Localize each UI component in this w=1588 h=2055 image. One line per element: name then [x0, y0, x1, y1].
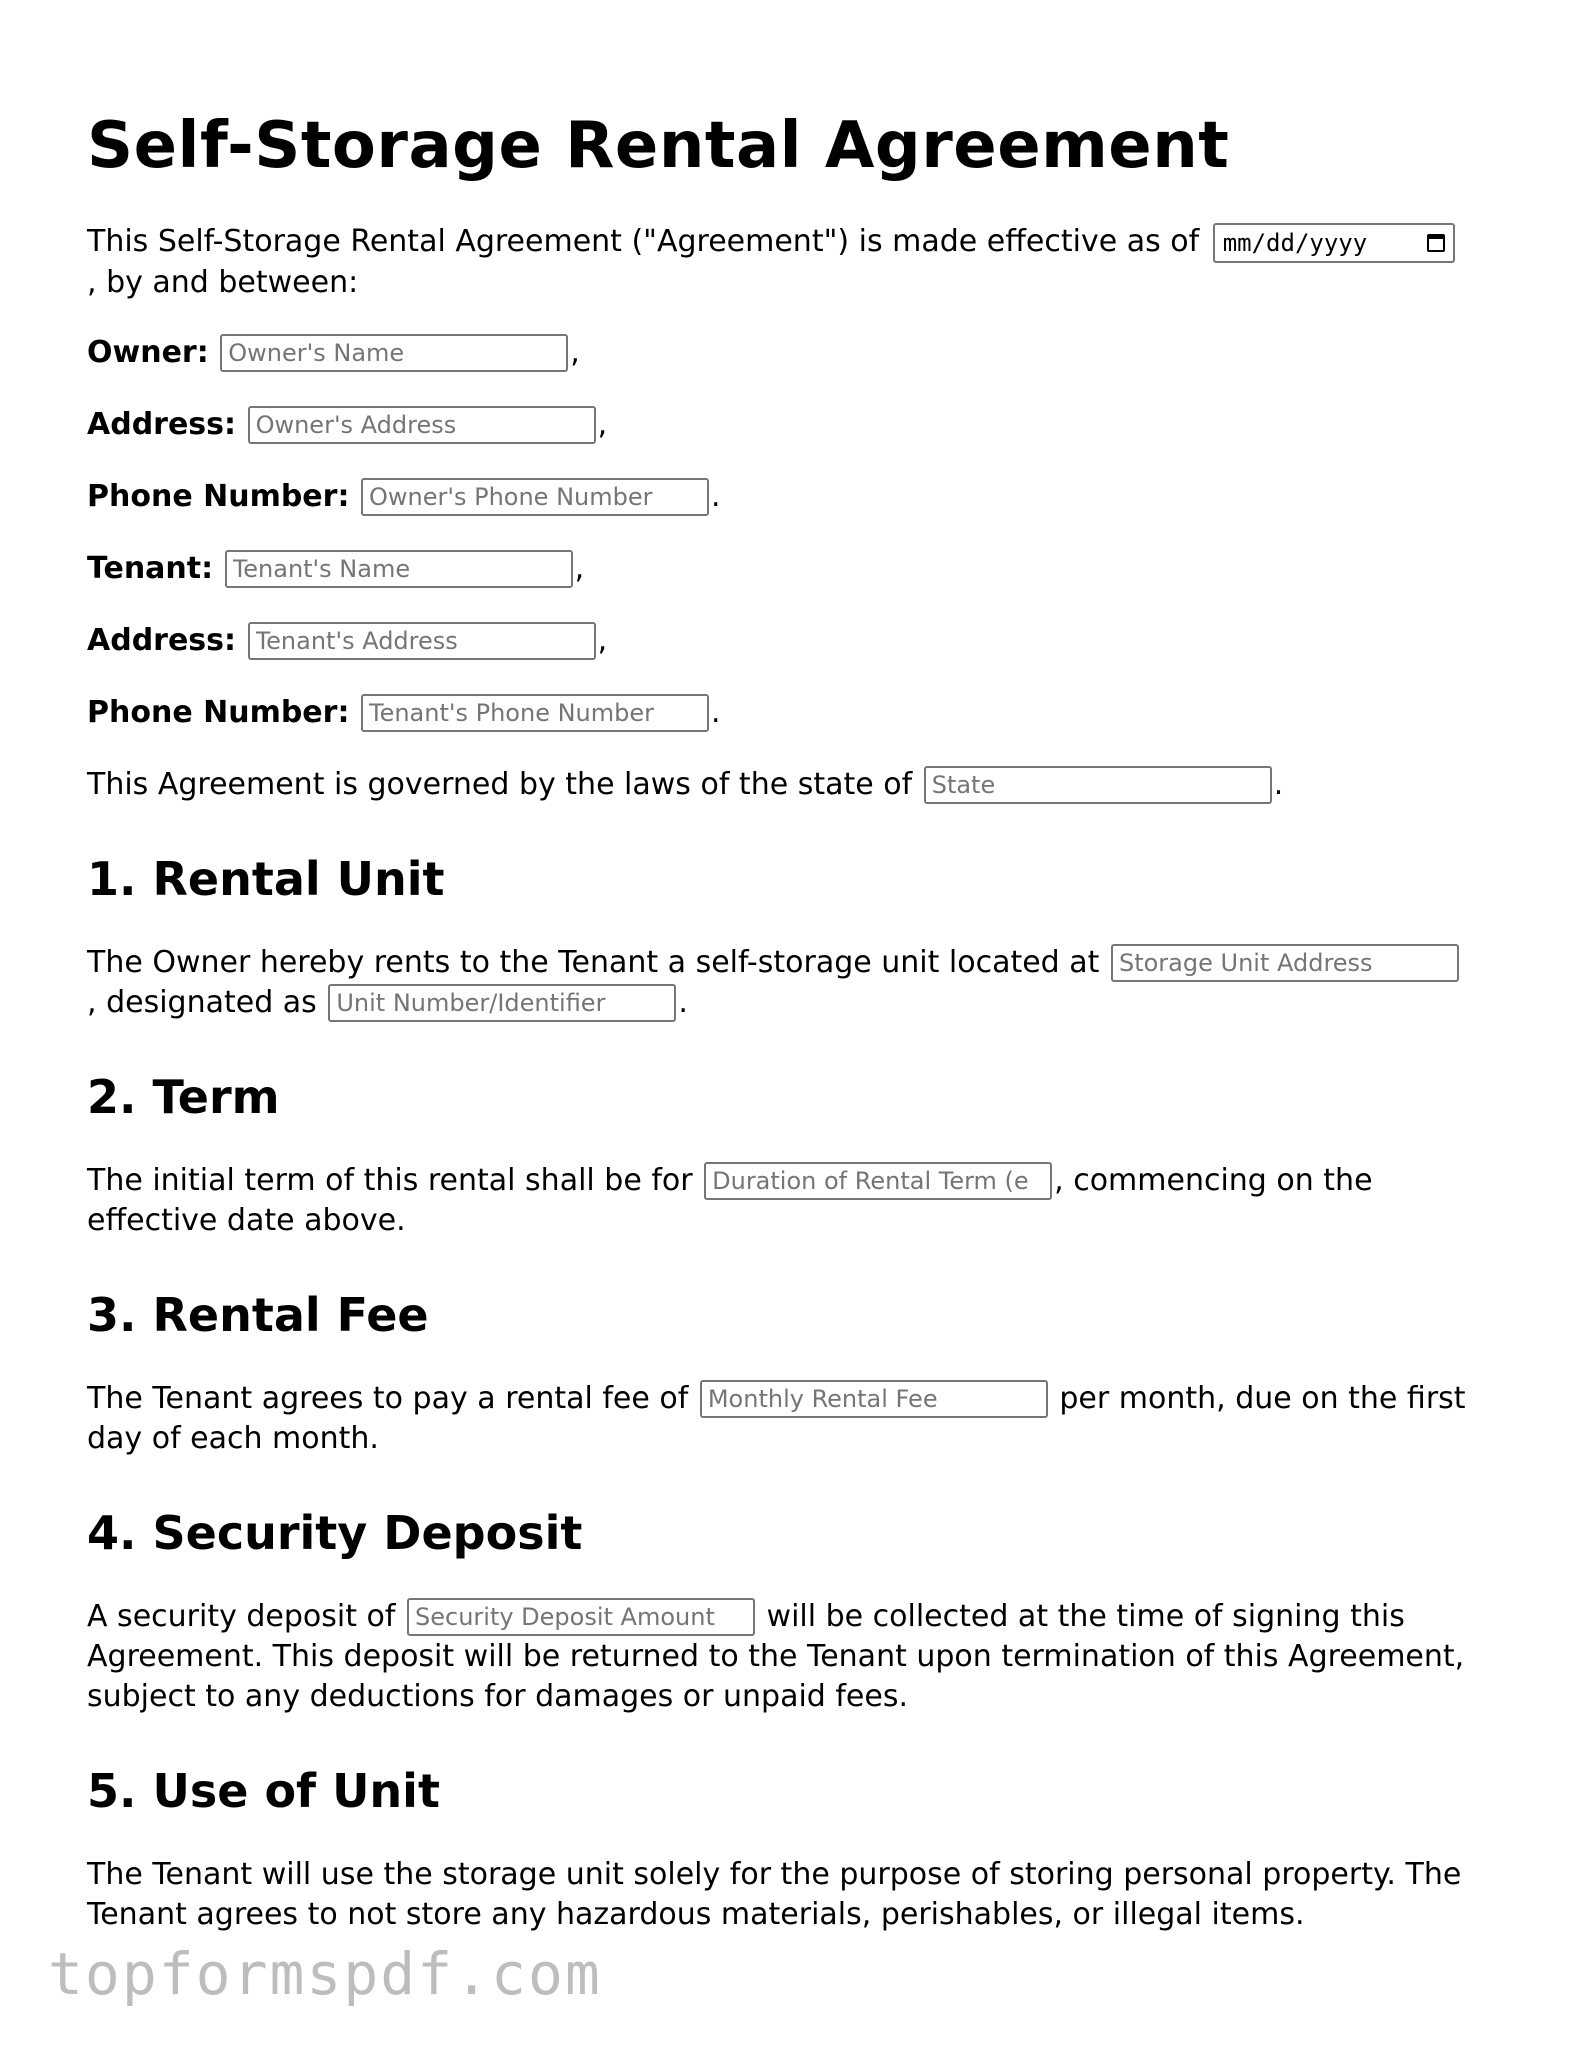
punctuation: . [711, 478, 721, 514]
effective-date-input[interactable] [1213, 223, 1455, 263]
governing-law-text: This Agreement is governed by the laws of the state of [87, 766, 913, 802]
owner-address-label: Address: [87, 406, 237, 442]
term-text-after: , commencing on the effective date above. [87, 1162, 1373, 1238]
intro-text: This Self-Storage Rental Agreement ("Agreement") is made effective as of [87, 224, 1200, 259]
punctuation: , [597, 622, 608, 658]
tenant-address-label: Address: [87, 622, 237, 658]
security-deposit-input[interactable] [407, 1598, 755, 1636]
agreement-document [87, 100, 1507, 1935]
watermark: topformspdf.com [48, 1940, 602, 2008]
section-heading-term: 2. Term [87, 1069, 280, 1124]
owner-address-input[interactable] [248, 406, 596, 444]
punctuation: , [574, 550, 585, 586]
punctuation: , [570, 334, 580, 370]
tenant-address-input[interactable] [248, 622, 596, 660]
owner-phone-label: Phone Number: [87, 478, 350, 514]
owner-phone-line [87, 477, 1507, 517]
use-of-unit-paragraph: The Tenant will use the storage unit solely for the purpose of storing personal property. The Tenant agrees to not store any hazardous materials, perishables, or illegal items. [87, 1856, 1462, 1932]
rental-fee-paragraph [87, 1379, 1507, 1459]
punctuation: , [597, 406, 608, 442]
section-heading-rental-fee: 3. Rental Fee [87, 1287, 429, 1342]
owner-address-line [87, 405, 1507, 445]
security-deposit-text: A security deposit of [87, 1598, 396, 1634]
unit-number-input[interactable] [328, 984, 676, 1022]
owner-label: Owner: [87, 334, 209, 370]
punctuation: . [678, 984, 688, 1020]
governing-law-paragraph [87, 765, 1507, 805]
term-paragraph [87, 1161, 1507, 1241]
tenant-phone-label: Phone Number: [87, 694, 350, 730]
calendar-icon[interactable] [1427, 234, 1445, 252]
intro-paragraph [87, 222, 1507, 303]
rental-fee-text: The Tenant agrees to pay a rental fee of [87, 1380, 689, 1416]
term-text: The initial term of this rental shall be for [87, 1162, 693, 1198]
date-placeholder: mm/dd/yyyy [1222, 228, 1368, 257]
punctuation: . [711, 694, 721, 730]
rental-unit-text: The Owner hereby rents to the Tenant a self-storage unit located at [87, 944, 1100, 980]
security-deposit-paragraph [87, 1597, 1507, 1717]
security-deposit-text-after: will be collected at the time of signing this Agreement. This deposit will be returned to the Tenant upon termination of this Agreement, subject to any deductions for damages or unpaid fees. [87, 1598, 1465, 1714]
monthly-rental-fee-input[interactable] [700, 1380, 1048, 1418]
punctuation: . [1273, 766, 1284, 802]
tenant-name-line [87, 549, 1507, 589]
state-input[interactable] [924, 766, 1272, 804]
tenant-name-input[interactable] [225, 550, 573, 588]
owner-name-input[interactable] [220, 334, 568, 372]
owner-phone-input[interactable] [361, 478, 709, 516]
document-title: Self-Storage Rental Agreement [87, 109, 1230, 183]
rental-unit-text-mid: , designated as [87, 984, 317, 1020]
intro-text-after: , by and between: [87, 264, 359, 300]
tenant-address-line [87, 621, 1507, 661]
section-heading-use-of-unit: 5. Use of Unit [87, 1763, 440, 1818]
section-heading-rental-unit: 1. Rental Unit [87, 851, 445, 906]
rental-term-input[interactable] [704, 1162, 1052, 1200]
storage-unit-address-input[interactable] [1111, 944, 1459, 982]
rental-fee-text-after: per month, due on the first day of each month. [87, 1380, 1466, 1456]
rental-unit-paragraph [87, 943, 1507, 1023]
owner-name-line [87, 333, 1507, 373]
tenant-phone-input[interactable] [361, 694, 709, 732]
section-heading-security-deposit: 4. Security Deposit [87, 1505, 583, 1560]
tenant-label: Tenant: [87, 550, 214, 586]
tenant-phone-line [87, 693, 1507, 733]
